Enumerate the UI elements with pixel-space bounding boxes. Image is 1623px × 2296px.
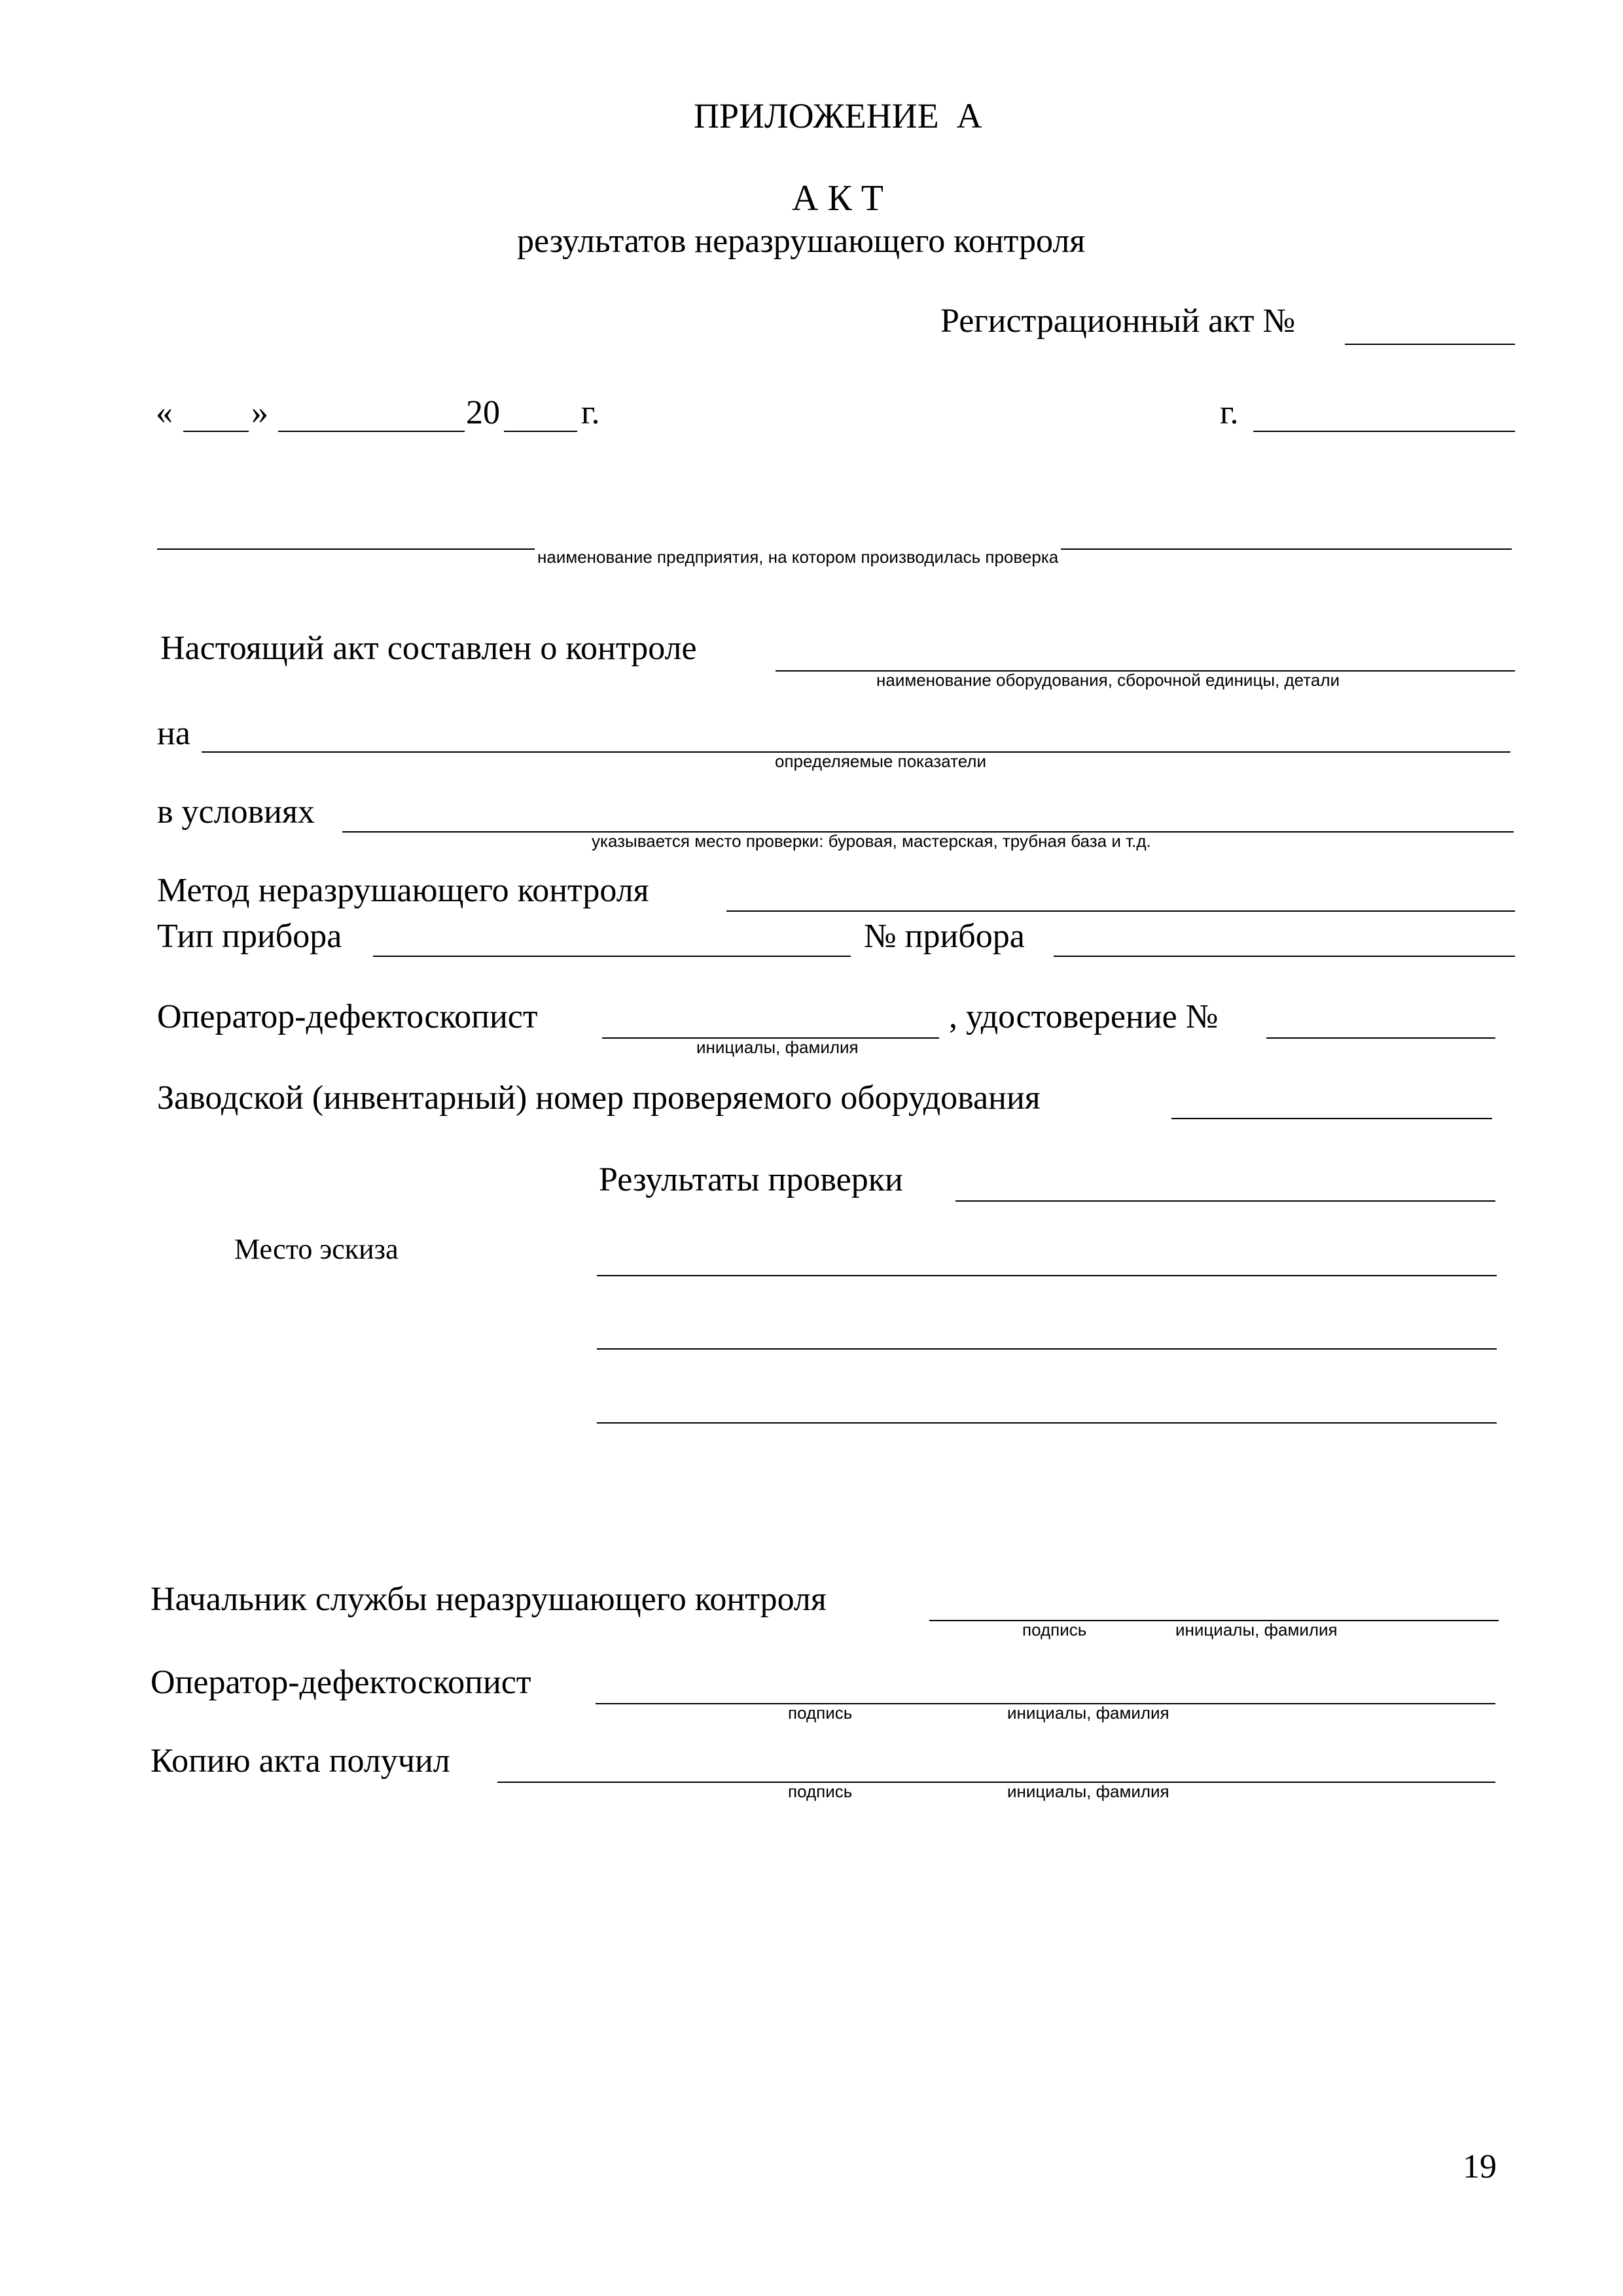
serial-number-label: Заводской (инвентарный) номер проверяемого оборудования [157, 1079, 1041, 1117]
year-field[interactable] [504, 431, 577, 432]
results-field-2[interactable] [597, 1275, 1497, 1276]
chief-signature-caption: подпись [1020, 1621, 1089, 1638]
year-prefix: 20 [466, 394, 500, 431]
operator-signature-label: Оператор-дефектоскопист [151, 1664, 531, 1701]
results-field-4[interactable] [597, 1422, 1497, 1424]
registration-label: Регистрационный акт № [940, 302, 1296, 340]
year-suffix: г. [581, 394, 600, 431]
control-object-caption: наименование оборудования, сборочной единицы, детали [874, 672, 1342, 689]
conditions-caption: указывается место проверки: буровая, мастерская, трубная база и т.д. [589, 833, 1154, 850]
operator-signature-caption: подпись [785, 1704, 855, 1721]
page-number: 19 [1463, 2148, 1497, 2185]
results-label: Результаты проверки [599, 1161, 903, 1198]
device-number-label: № прибора [864, 918, 1025, 955]
device-type-field[interactable] [373, 956, 851, 957]
copy-received-label: Копию акта получил [151, 1742, 450, 1780]
results-field-1[interactable] [955, 1200, 1495, 1202]
chief-signature-label: Начальник службы неразрушающего контроля [151, 1581, 827, 1618]
device-type-label: Тип прибора [157, 918, 342, 955]
copy-received-field[interactable] [497, 1782, 1495, 1783]
conditions-label: в условиях [157, 793, 315, 831]
month-field[interactable] [278, 431, 465, 432]
city-field[interactable] [1253, 431, 1515, 432]
on-label: на [157, 715, 190, 752]
results-field-3[interactable] [597, 1348, 1497, 1350]
document-subtitle: результатов неразрушающего контроля [517, 223, 1086, 260]
date-close-quote: » [251, 394, 268, 431]
enterprise-caption: наименование предприятия, на котором производилась проверка [535, 548, 1061, 565]
registration-number-field[interactable] [1345, 344, 1515, 345]
operator-label: Оператор-дефектоскопист [157, 998, 538, 1035]
chief-name-caption: инициалы, фамилия [1173, 1621, 1340, 1638]
method-field[interactable] [726, 910, 1515, 912]
control-label: Настоящий акт составлен о контроле [160, 630, 697, 667]
operator-name-caption: инициалы, фамилия [694, 1039, 861, 1056]
copy-name-caption: инициалы, фамилия [1005, 1783, 1172, 1800]
appendix-heading: ПРИЛОЖЕНИЕ А [694, 96, 982, 135]
operator-signature-name-caption: инициалы, фамилия [1005, 1704, 1172, 1721]
parameters-caption: определяемые показатели [772, 753, 989, 770]
method-label: Метод неразрушающего контроля [157, 872, 649, 909]
serial-number-field[interactable] [1171, 1118, 1492, 1119]
date-open-quote: « [156, 394, 173, 431]
city-prefix: г. [1220, 394, 1239, 431]
certificate-label: , удостоверение № [949, 998, 1219, 1035]
device-number-field[interactable] [1054, 956, 1515, 957]
certificate-number-field[interactable] [1266, 1037, 1495, 1039]
sketch-label: Место эскиза [234, 1233, 399, 1265]
copy-signature-caption: подпись [785, 1783, 855, 1800]
document-title: А К Т [792, 178, 883, 219]
day-field[interactable] [183, 431, 249, 432]
